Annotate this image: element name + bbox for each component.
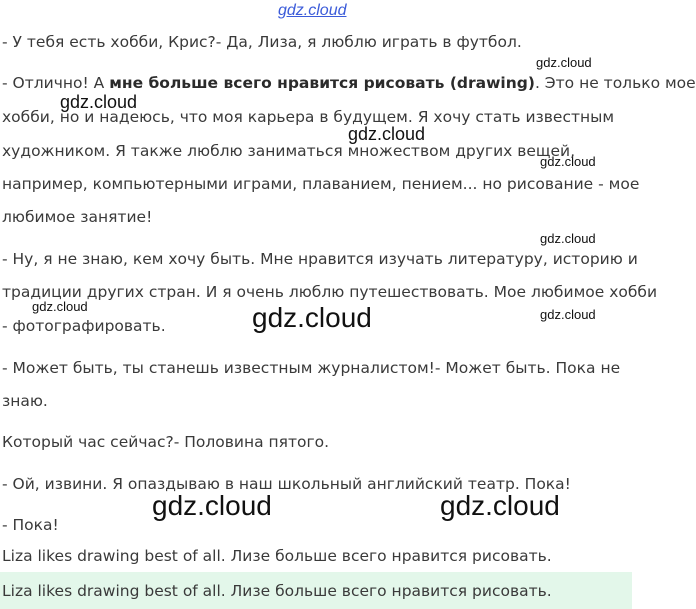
- dialogue-line: - У тебя есть хобби, Крис?- Да, Лиза, я люблю играть в футбол.: [2, 33, 522, 51]
- watermark: gdz.cloud: [540, 231, 596, 246]
- dialogue-line: традиции других стран. И я очень люблю путешествовать. Мое любимое хобби: [2, 283, 658, 301]
- dialogue-line: Который час сейчас?- Половина пятого.: [2, 433, 330, 451]
- answer-text: Liza likes drawing best of all. Лизе больше всего нравится рисовать.: [2, 582, 552, 600]
- dialogue-line: - фотографировать.: [2, 317, 166, 335]
- watermark: gdz.cloud: [348, 124, 426, 144]
- dialogue-line: [2, 73, 696, 93]
- dialogue-text: - Отлично! А: [2, 74, 110, 92]
- dialogue-line: - Ну, я не знаю, кем хочу быть. Мне нравится изучать литературу, историю и: [2, 250, 638, 268]
- answer-highlight: [0, 572, 632, 609]
- watermark: gdz.cloud: [60, 92, 138, 112]
- watermark-top: gdz.cloud: [278, 2, 347, 19]
- watermark: gdz.cloud: [440, 490, 560, 521]
- watermark: gdz.cloud: [540, 154, 596, 169]
- watermark: gdz.cloud: [540, 307, 596, 322]
- dialogue-line: - Пока!: [2, 516, 59, 534]
- dialogue-line: - Ой, извини. Я опаздываю в наш школьный английский театр. Пока!: [2, 475, 571, 493]
- dialogue-text: . Это не только мое: [534, 74, 696, 92]
- dialogue-line: хобби, но и надеюсь, что моя карьера в будущем. Я хочу стать известным: [2, 108, 615, 126]
- watermark: gdz.cloud: [536, 55, 592, 70]
- dialogue-line: знаю.: [2, 392, 48, 410]
- key-phrase: мне больше всего нравится рисовать (drawing): [109, 74, 535, 92]
- dialogue-line: художником. Я также люблю заниматься множеством других вещей,: [2, 142, 576, 160]
- dialogue-line: любимое занятие!: [2, 208, 153, 226]
- dialogue-line: например, компьютерными играми, плаванием, пением... но рисование - мое: [2, 175, 640, 193]
- watermark: gdz.cloud: [32, 299, 88, 314]
- dialogue-line: Liza likes drawing best of all. Лизе больше всего нравится рисовать.: [2, 547, 552, 565]
- dialogue-line: - Может быть, ты станешь известным журналистом!- Может быть. Пока не: [2, 359, 621, 377]
- watermark: gdz.cloud: [152, 490, 272, 521]
- watermark: gdz.cloud: [252, 302, 372, 333]
